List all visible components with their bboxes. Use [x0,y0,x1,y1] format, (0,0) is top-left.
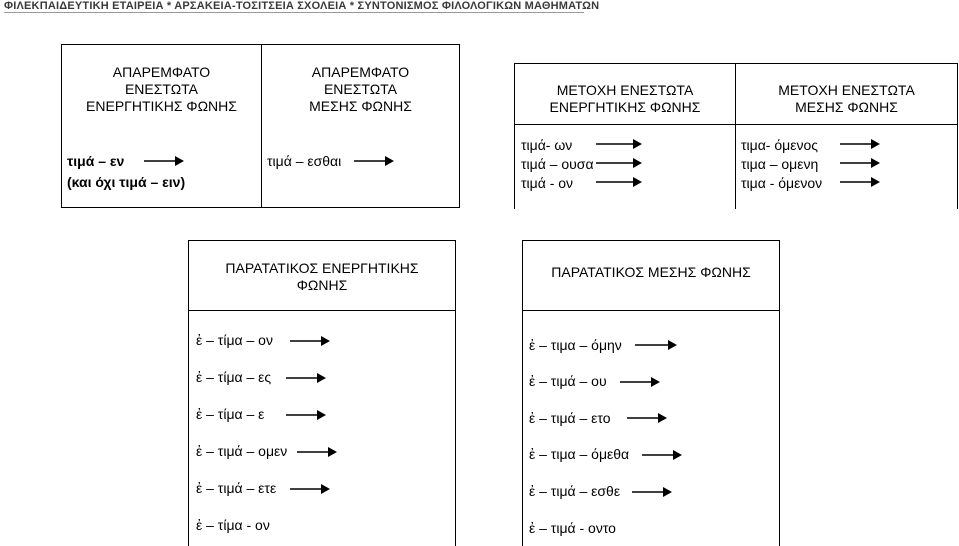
arrow-icon [297,445,337,459]
arrow-icon [642,448,682,462]
infinitive-middle-title: ΑΠΑΡΕΜΦΑΤΟ ΕΝΕΣΤΩΤΑ ΜΕΣΗΣ ΦΩΝΗΣ [309,64,412,114]
imperfect-active-form: ἐ – τιμά – ομεν [196,443,288,459]
arrow-icon [144,154,184,168]
arrow-icon [354,154,394,168]
imperfect-active-right-border [455,240,456,546]
imperfect-active-title: ΠΑΡΑΤΑΤΙΚΟΣ ΕΝΕΡΓΗΤΙΚΗΣ ΦΩΝΗΣ [225,260,419,293]
arrow-icon [620,375,660,389]
imperfect-middle-form: ἐ – τιμά – ου [529,373,607,389]
imperfect-active-mid-border [188,310,456,311]
imperfect-middle-left-border [522,240,523,546]
participle-top-border [514,63,958,64]
arrow-icon [840,175,880,189]
imperfect-middle-form: ἐ – τιμά - οντο [529,520,616,536]
imperfect-middle-top-border [522,240,780,241]
infinitive-middle-form: τιμά – εσθαι [267,153,342,169]
participle-right-border [957,63,958,209]
participle-middle-title: ΜΕΤΟΧΗ ΕΝΕΣΤΩΤΑ ΜΕΣΗΣ ΦΩΝΗΣ [778,82,915,115]
participle-middle-form: τιμα- όμενος [741,137,818,153]
infinitive-active-form: τιμά – εν [67,153,125,169]
arrow-icon [286,371,326,385]
arrow-icon [632,485,672,499]
imperfect-active-form: ἐ – τίμα – ες [196,369,272,385]
arrow-icon [290,482,330,496]
imperfect-middle-right-border [779,240,780,546]
arrow-icon [635,338,677,352]
infinitive-active-title: ΑΠΑΡΕΜΦΑΤΟ ΕΝΕΣΤΩΤΑ ΕΝΕΡΓΗΤΙΚΗΣ ΦΩΝΗΣ [86,64,237,114]
imperfect-active-form: ἐ – τίμα – ε [196,406,265,422]
arrow-icon [840,137,880,151]
imperfect-active-form: ἐ – τίμα - ον [196,517,270,533]
imperfect-active-form: ἐ – τίμα – ον [196,332,273,348]
arrow-icon [596,175,642,189]
arrow-icon [290,334,330,348]
imperfect-middle-form: ἐ – τιμά – ετο [529,410,611,426]
participle-middle-form: τιμα – ομενη [741,156,819,172]
imperfect-middle-mid-border [522,310,780,311]
participle-middle-form: τιμα - όμενον [741,175,823,191]
imperfect-middle-form: ἐ – τιμα – όμην [529,337,622,353]
header-underline [4,12,584,13]
participle-mid-border [514,124,958,125]
participle-active-title: ΜΕΤΟΧΗ ΕΝΕΣΤΩΤΑ ΕΝΕΡΓΗΤΙΚΗΣ ΦΩΝΗΣ [549,82,701,115]
participle-active-form: τιμά- ων [521,137,573,153]
imperfect-active-top-border [188,240,456,241]
infinitive-active-note: (και όχι τιμά – ειν) [67,174,186,190]
participle-active-form: τιμά – ουσα [521,156,594,172]
page-header: ΦΙΛΕΚΠΑΙΔΕΥΤΙΚΗ ΕΤΑΙΡΕΙΑ * ΑΡΣΑΚΕΙΑ-ΤΟΣΙΤΣΕΙΑ ΣΧΟΛΕΙΑ * ΣΥΝΤΟΝΙΣΜΟΣ ΦΙΛΟΛΟΓΙΚΩΝ ΜΑΘΗΜΑΤΩΝ [4,0,600,12]
arrow-icon [596,137,642,151]
imperfect-middle-form: ἐ – τιμα – όμεθα [529,446,630,462]
imperfect-middle-title: ΠΑΡΑΤΑΤΙΚΟΣ ΜΕΣΗΣ ΦΩΝΗΣ [551,264,751,280]
arrow-icon [840,156,880,170]
imperfect-middle-form: ἐ – τιμά – εσθε [529,483,621,499]
imperfect-active-form: ἐ – τιμά – ετε [196,480,277,496]
arrow-icon [286,408,326,422]
arrow-icon [596,156,642,170]
arrow-icon [627,411,667,425]
participle-active-form: τιμά - ον [521,175,574,191]
